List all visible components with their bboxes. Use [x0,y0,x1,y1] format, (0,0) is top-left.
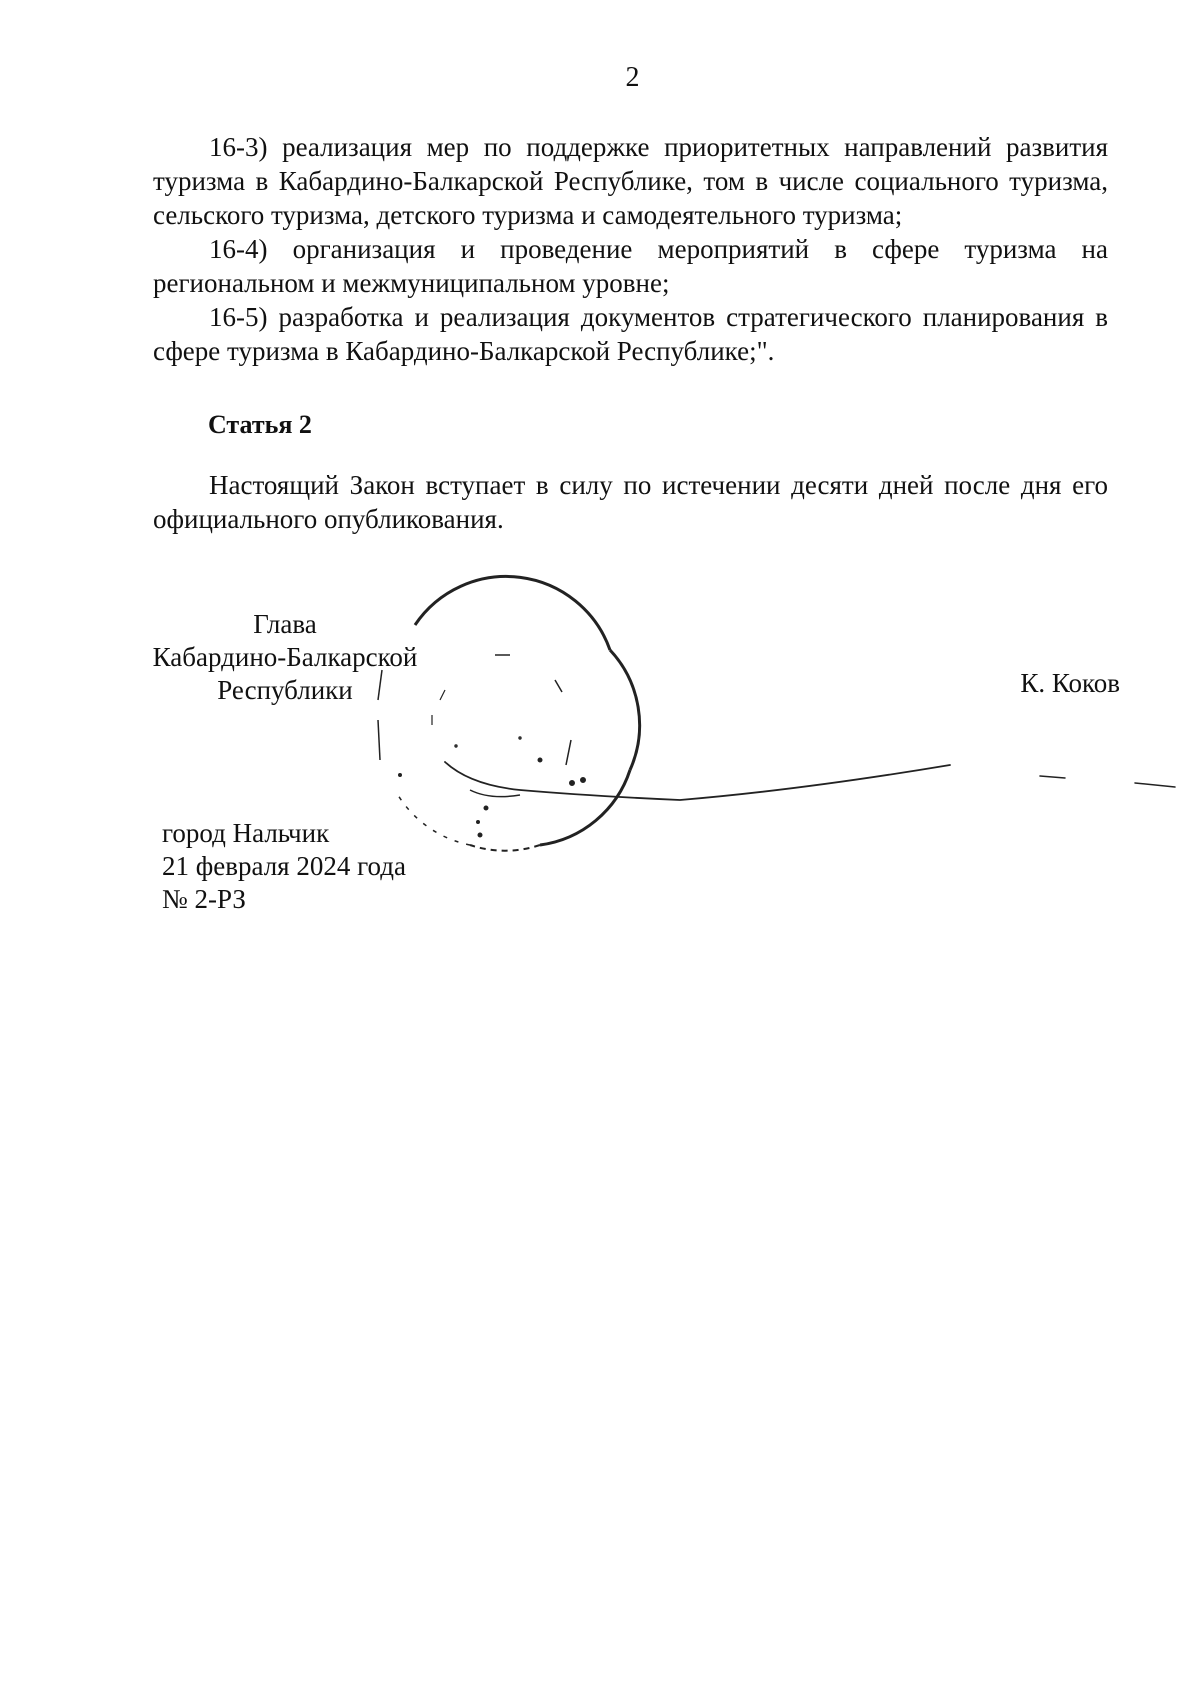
signer-name: К. Коков [1020,668,1120,698]
article-text: Настоящий Закон вступает в силу по истечении десяти дней после дня его официального опубликования. [153,470,1108,534]
date: 21 февраля 2024 года [162,851,406,881]
city: город Нальчик [162,818,330,848]
signer-title-line2: Кабардино-Балкарской [152,642,418,672]
signer-title [140,608,430,707]
law-number: № 2-РЗ [162,884,246,914]
item-16-3: 16-3) реализация мер по поддержке приоритетных направлений развития туризма в Кабардино-Балкарской Республике, том в числе социального туризма, сельского туризма, детского туризма и самодеятельного туризма; [153,132,1108,230]
signer-title-line1: Глава [253,609,317,639]
place-date-block [162,817,406,916]
article-heading: Статья 2 [208,410,312,439]
page-number: 2 [625,62,640,93]
amendment-items [153,130,1108,368]
signer-title-line3: Республики [217,675,353,705]
article-body [153,468,1108,536]
handwritten-signature [445,762,1175,800]
item-16-4: 16-4) организация и проведение мероприятий в сфере туризма на региональном и межмуниципальном уровне; [153,234,1108,298]
item-16-5: 16-5) разработка и реализация документов стратегического планирования в сфере туризма в Кабардино-Балкарской Республике;". [153,302,1108,366]
